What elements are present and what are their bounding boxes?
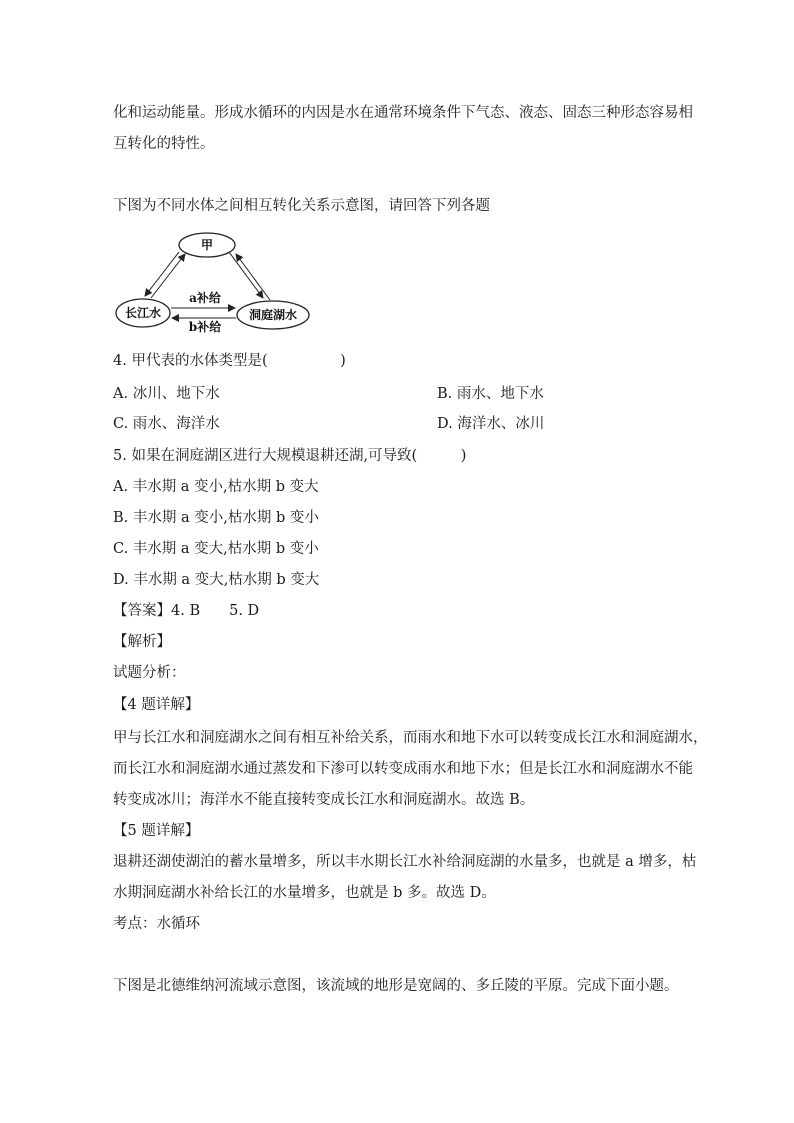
water-cycle-diagram [113, 230, 313, 335]
detail5-heading: 【5 题详解】 [113, 823, 200, 839]
arrow-top-to-left [145, 252, 179, 296]
question-stem: 下图为不同水体之间相互转化关系示意图，请回答下列各题 [113, 198, 490, 214]
q4-stem: 4. 甲代表的水体类型是( ) [113, 353, 346, 369]
top-node-label: 甲 [200, 238, 214, 252]
detail4-line-2: 而长江水和洞庭湖水通过蒸发和下渗可以转变成雨水和地下水；但是长江水和洞庭湖水不能 [113, 761, 693, 777]
arrow-top-to-right [229, 252, 263, 298]
q4-option-a: A. 冰川、地下水 [113, 386, 220, 402]
left-node-label: 长江水 [124, 306, 162, 320]
intro-line-1: 化和运动能量。形成水循环的内因是水在通常环境条件下气态、液态、固态三种形态容易相 [113, 105, 693, 121]
analysis-intro: 试题分析： [113, 665, 186, 681]
detail5-line-2: 水期洞庭湖水补给长江的水量增多，也就是 b 多。故选 D。 [113, 885, 496, 901]
detail4-heading: 【4 题详解】 [113, 697, 200, 713]
detail4-line-3: 转变成冰川；海洋水不能直接转变成长江水和洞庭湖水。故选 B。 [113, 792, 535, 808]
answer-line: 【答案】4. B 5. D [113, 603, 260, 619]
arrow-a-label: a补给 [189, 291, 221, 305]
q4-option-b: B. 雨水、地下水 [437, 386, 544, 402]
detail5-line-1: 退耕还湖使湖泊的蓄水量增多，所以丰水期长江水补给洞庭湖的水量多，也就是 a 增多，枯 [113, 854, 697, 870]
detail4-line-1: 甲与长江水和洞庭湖水之间有相互补给关系，而雨水和地下水可以转变成长江水和洞庭湖水， [113, 730, 708, 746]
arrow-left-to-top [151, 254, 185, 298]
q4-option-c: C. 雨水、海洋水 [113, 416, 220, 432]
q5-stem: 5. 如果在洞庭湖区进行大规模退耕还湖,可导致( ) [113, 448, 467, 464]
intro-line-2: 互转化的特性。 [113, 136, 215, 152]
arrow-b-label: b补给 [188, 320, 222, 334]
arrow-right-to-top [236, 254, 270, 300]
right-node-label: 洞庭湖水 [248, 308, 298, 322]
q4-option-d: D. 海洋水、冰川 [437, 416, 545, 432]
q5-option-d: D. 丰水期 a 变大,枯水期 b 变大 [113, 572, 320, 588]
q5-option-c: C. 丰水期 a 变大,枯水期 b 变小 [113, 541, 319, 557]
q5-option-b: B. 丰水期 a 变小,枯水期 b 变小 [113, 510, 319, 526]
analysis-heading: 【解析】 [113, 634, 171, 650]
q5-option-a: A. 丰水期 a 变小,枯水期 b 变大 [113, 479, 319, 495]
next-question-stem: 下图是北德维纳河流域示意图，该流域的地形是宽阔的、多丘陵的平原。完成下面小题。 [113, 978, 679, 994]
kaodian-line: 考点：水循环 [113, 916, 200, 932]
